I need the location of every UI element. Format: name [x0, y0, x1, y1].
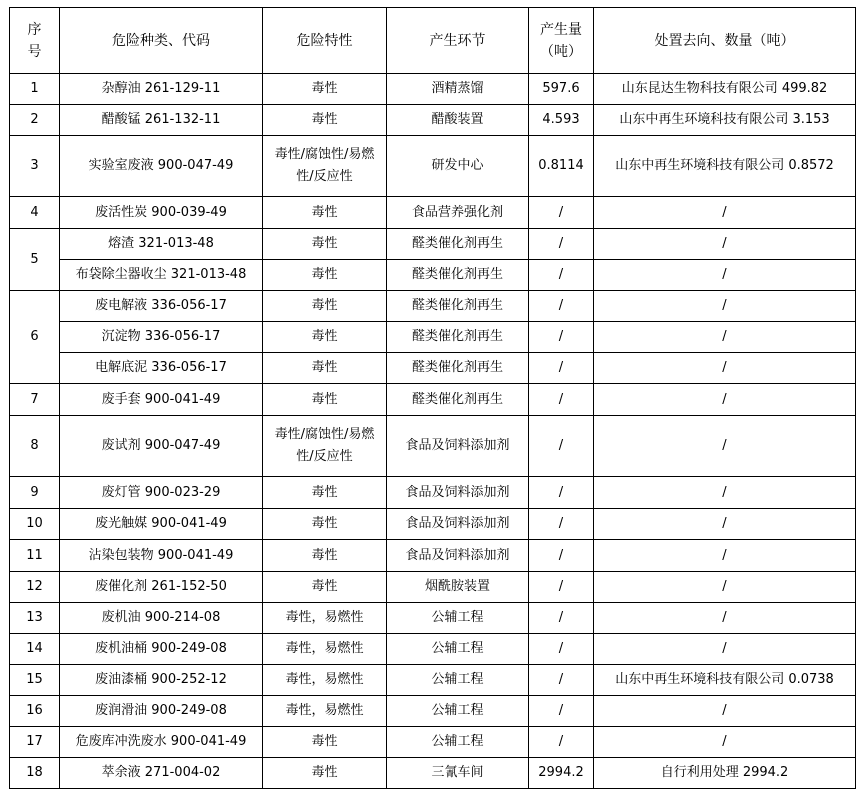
cell-amount: /: [529, 322, 594, 353]
cell-destination: /: [594, 696, 856, 727]
cell-amount: /: [529, 291, 594, 322]
cell-amount: /: [529, 727, 594, 758]
header-seq: 序号: [10, 8, 60, 74]
cell-amount: 2994.2: [529, 758, 594, 789]
cell-property: 毒性: [263, 509, 387, 540]
cell-property: 毒性: [263, 105, 387, 136]
cell-stage: 食品及饲料添加剂: [387, 477, 529, 509]
cell-stage: 醛类催化剂再生: [387, 384, 529, 416]
table-row: [10, 229, 856, 260]
cell-property: 毒性: [263, 384, 387, 416]
cell-destination: /: [594, 572, 856, 603]
table-row: [10, 384, 856, 416]
cell-destination: 山东中再生环境科技有限公司 0.0738: [594, 665, 856, 696]
cell-type: 废催化剂 261-152-50: [60, 572, 263, 603]
cell-destination: /: [594, 384, 856, 416]
cell-stage: 醛类催化剂再生: [387, 353, 529, 384]
cell-amount: /: [529, 540, 594, 572]
cell-destination: /: [594, 509, 856, 540]
cell-amount: /: [529, 634, 594, 665]
cell-seq: 12: [10, 572, 60, 603]
header-stage: 产生环节: [387, 8, 529, 74]
cell-seq: 11: [10, 540, 60, 572]
cell-type: 废机油 900-214-08: [60, 603, 263, 634]
table-row: [10, 260, 856, 291]
cell-stage: 食品及饲料添加剂: [387, 540, 529, 572]
cell-property: 毒性: [263, 229, 387, 260]
cell-amount: /: [529, 260, 594, 291]
cell-amount: /: [529, 229, 594, 260]
cell-destination: /: [594, 603, 856, 634]
cell-stage: 公辅工程: [387, 727, 529, 758]
cell-stage: 食品及饲料添加剂: [387, 509, 529, 540]
cell-seq: 2: [10, 105, 60, 136]
cell-type: 废活性炭 900-039-49: [60, 197, 263, 229]
cell-type: 废灯管 900-023-29: [60, 477, 263, 509]
cell-destination: /: [594, 260, 856, 291]
cell-property: 毒性/腐蚀性/易燃性/反应性: [263, 136, 387, 197]
cell-destination: 山东昆达生物科技有限公司 499.82: [594, 74, 856, 105]
cell-destination: /: [594, 291, 856, 322]
cell-destination: /: [594, 353, 856, 384]
cell-destination: /: [594, 229, 856, 260]
cell-property: 毒性: [263, 572, 387, 603]
header-property: 危险特性: [263, 8, 387, 74]
cell-stage: 醛类催化剂再生: [387, 260, 529, 291]
cell-property: 毒性: [263, 74, 387, 105]
header-amount: 产生量（吨）: [529, 8, 594, 74]
cell-property: 毒性: [263, 353, 387, 384]
cell-stage: 醛类催化剂再生: [387, 229, 529, 260]
table-row: [10, 758, 856, 789]
cell-type: 废电解液 336-056-17: [60, 291, 263, 322]
cell-stage: 公辅工程: [387, 665, 529, 696]
cell-amount: 597.6: [529, 74, 594, 105]
table-row: [10, 322, 856, 353]
table-row: [10, 634, 856, 665]
cell-amount: 0.8114: [529, 136, 594, 197]
table-row: [10, 416, 856, 477]
cell-property: 毒性: [263, 477, 387, 509]
cell-type: 熔渣 321-013-48: [60, 229, 263, 260]
cell-stage: 醛类催化剂再生: [387, 322, 529, 353]
cell-type: 电解底泥 336-056-17: [60, 353, 263, 384]
cell-property: 毒性: [263, 260, 387, 291]
cell-type: 废机油桶 900-249-08: [60, 634, 263, 665]
cell-destination: /: [594, 416, 856, 477]
table-row: [10, 572, 856, 603]
cell-seq: 17: [10, 727, 60, 758]
cell-seq: 18: [10, 758, 60, 789]
table-row: [10, 509, 856, 540]
table-row: [10, 291, 856, 322]
cell-seq: 4: [10, 197, 60, 229]
cell-amount: /: [529, 197, 594, 229]
cell-destination: /: [594, 322, 856, 353]
cell-destination: /: [594, 727, 856, 758]
cell-seq: 7: [10, 384, 60, 416]
header-destination: 处置去向、数量（吨）: [594, 8, 856, 74]
cell-property: 毒性，易燃性: [263, 696, 387, 727]
cell-seq: 13: [10, 603, 60, 634]
cell-stage: 研发中心: [387, 136, 529, 197]
cell-amount: /: [529, 416, 594, 477]
cell-amount: /: [529, 509, 594, 540]
table-row: [10, 665, 856, 696]
table-row: [10, 727, 856, 758]
header-row: [10, 8, 856, 74]
cell-stage: 公辅工程: [387, 634, 529, 665]
cell-seq: 14: [10, 634, 60, 665]
table-row: [10, 105, 856, 136]
cell-amount: /: [529, 603, 594, 634]
cell-seq: 3: [10, 136, 60, 197]
cell-stage: 醋酸装置: [387, 105, 529, 136]
cell-property: 毒性，易燃性: [263, 603, 387, 634]
cell-amount: /: [529, 384, 594, 416]
cell-seq: 15: [10, 665, 60, 696]
cell-stage: 食品及饲料添加剂: [387, 416, 529, 477]
cell-destination: 自行利用处理 2994.2: [594, 758, 856, 789]
cell-property: 毒性: [263, 322, 387, 353]
cell-stage: 公辅工程: [387, 696, 529, 727]
cell-type: 实验室废液 900-047-49: [60, 136, 263, 197]
cell-stage: 酒精蒸馏: [387, 74, 529, 105]
cell-stage: 烟酰胺装置: [387, 572, 529, 603]
cell-property: 毒性: [263, 197, 387, 229]
cell-stage: 醛类催化剂再生: [387, 291, 529, 322]
cell-stage: 食品营养强化剂: [387, 197, 529, 229]
cell-amount: /: [529, 353, 594, 384]
cell-stage: 公辅工程: [387, 603, 529, 634]
cell-type: 杂醇油 261-129-11: [60, 74, 263, 105]
table-row: [10, 540, 856, 572]
cell-seq: 16: [10, 696, 60, 727]
table-row: [10, 74, 856, 105]
cell-type: 废光触媒 900-041-49: [60, 509, 263, 540]
cell-destination: /: [594, 540, 856, 572]
cell-property: 毒性: [263, 727, 387, 758]
cell-destination: /: [594, 634, 856, 665]
cell-property: 毒性，易燃性: [263, 665, 387, 696]
cell-property: 毒性: [263, 540, 387, 572]
cell-property: 毒性: [263, 291, 387, 322]
cell-seq: 10: [10, 509, 60, 540]
cell-seq: 9: [10, 477, 60, 509]
table-row: [10, 696, 856, 727]
cell-type: 萃余液 271-004-02: [60, 758, 263, 789]
hazardous-waste-table: [9, 7, 856, 789]
cell-property: 毒性/腐蚀性/易燃性/反应性: [263, 416, 387, 477]
cell-amount: /: [529, 477, 594, 509]
cell-type: 醋酸锰 261-132-11: [60, 105, 263, 136]
cell-destination: 山东中再生环境科技有限公司 3.153: [594, 105, 856, 136]
table-row: [10, 353, 856, 384]
cell-amount: /: [529, 696, 594, 727]
cell-amount: /: [529, 665, 594, 696]
cell-type: 危废库冲洗废水 900-041-49: [60, 727, 263, 758]
cell-type: 废润滑油 900-249-08: [60, 696, 263, 727]
cell-seq: 5: [10, 229, 60, 291]
cell-seq: 6: [10, 291, 60, 384]
cell-seq: 1: [10, 74, 60, 105]
cell-property: 毒性: [263, 758, 387, 789]
cell-seq: 8: [10, 416, 60, 477]
cell-type: 沉淀物 336-056-17: [60, 322, 263, 353]
cell-destination: /: [594, 197, 856, 229]
cell-destination: /: [594, 477, 856, 509]
cell-amount: 4.593: [529, 105, 594, 136]
table-row: [10, 603, 856, 634]
cell-type: 废试剂 900-047-49: [60, 416, 263, 477]
table-row: [10, 136, 856, 197]
cell-type: 废手套 900-041-49: [60, 384, 263, 416]
cell-amount: /: [529, 572, 594, 603]
header-type: 危险种类、代码: [60, 8, 263, 74]
table-row: [10, 477, 856, 509]
cell-type: 沾染包装物 900-041-49: [60, 540, 263, 572]
cell-stage: 三氰车间: [387, 758, 529, 789]
cell-destination: 山东中再生环境科技有限公司 0.8572: [594, 136, 856, 197]
table-row: [10, 197, 856, 229]
cell-type: 布袋除尘器收尘 321-013-48: [60, 260, 263, 291]
cell-type: 废油漆桶 900-252-12: [60, 665, 263, 696]
cell-property: 毒性，易燃性: [263, 634, 387, 665]
